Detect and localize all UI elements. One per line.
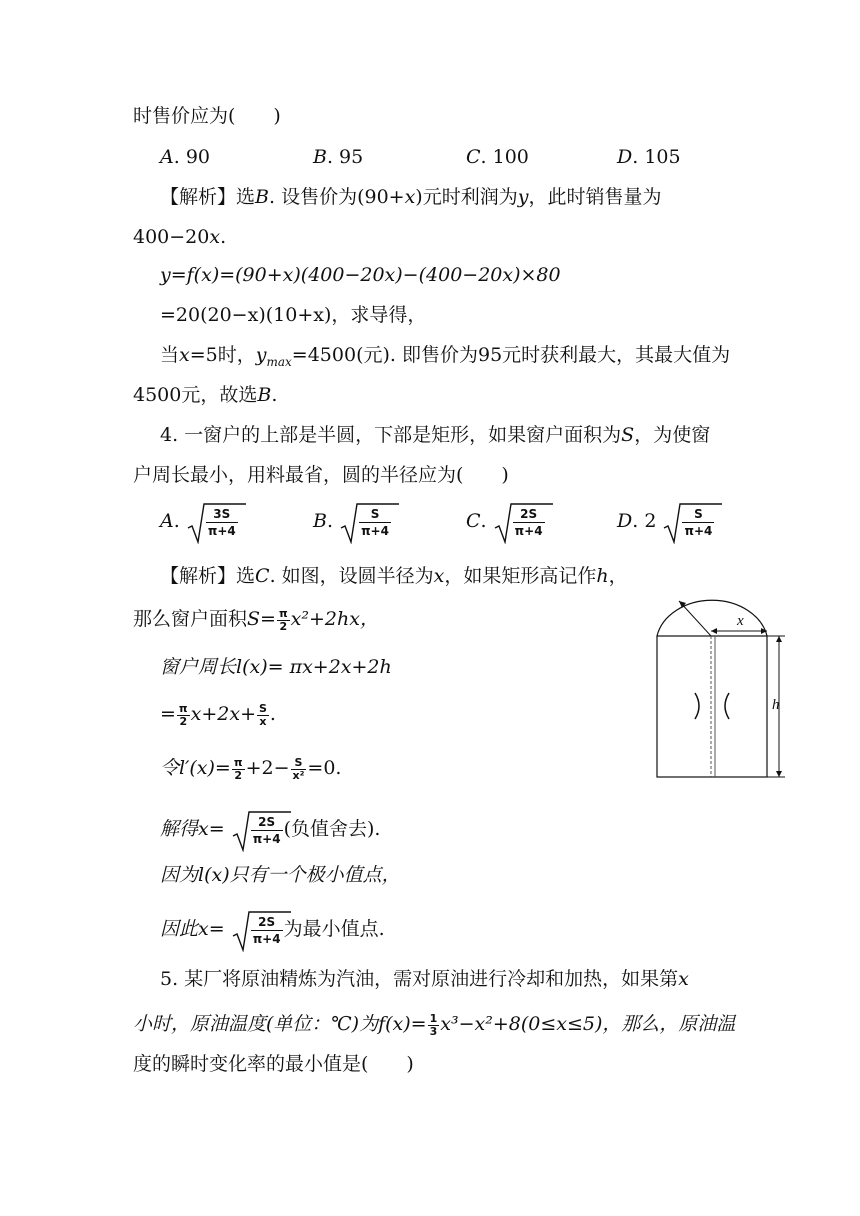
option-letter: C (466, 146, 481, 168)
numerator: 3S (213, 507, 231, 521)
q4-option-d: D. 2 $\frac{S}{\pi+4}$ (617, 500, 715, 544)
text: 【解析】选 (160, 565, 256, 587)
radius-line (679, 601, 711, 636)
option-b (313, 145, 363, 169)
fraction: $\frac{S}{x}$ (258, 701, 267, 728)
text: 为最小值点. (283, 918, 385, 940)
text: 4500元，故选 (133, 384, 258, 406)
text: 4. 一窗户的上部是半圆，下部是矩形，如果窗户面积为 (160, 424, 622, 446)
fraction: $\frac{\pi}{2}$ (278, 606, 288, 633)
sqrt-expression: $\frac{2S}{\pi+4}$ (231, 908, 284, 952)
q4-solution-line-2 (133, 607, 379, 633)
text: 户周长最小，用料最省，圆的半径应为( ) (133, 464, 509, 486)
solution-line-5 (160, 343, 730, 374)
text: ，为使窗 (634, 424, 711, 446)
sqrt-expression (339, 500, 392, 544)
text: +2− (245, 757, 290, 779)
h-label: h (772, 697, 780, 713)
text: x (433, 565, 445, 587)
text: )元时利润为 (415, 186, 518, 208)
sqrt-expression (493, 500, 546, 544)
window-figure (655, 591, 790, 783)
right-handle (725, 693, 729, 719)
text: x+2x+ (190, 703, 256, 725)
q4-option-c: C. $\frac{2S}{\pi+4}$ (466, 500, 546, 544)
text: y (255, 344, 267, 366)
text: x (404, 186, 416, 208)
text: 那么窗户面积 (133, 608, 248, 630)
option-letter: A (160, 510, 174, 532)
option-value: . 105 (632, 146, 681, 168)
option-a (160, 145, 210, 169)
x-arrow-left (711, 628, 717, 634)
text: 【解析】选 (160, 186, 256, 208)
text: . (220, 226, 227, 248)
option-value: . 95 (326, 146, 364, 168)
text: 当 (160, 344, 180, 366)
q4-solution-line-1 (160, 564, 628, 588)
text: =4500(元). 即售价为95元时获利最大，其最大值为 (291, 344, 731, 366)
x-label: x (737, 613, 744, 629)
solution-line-3 (160, 263, 561, 287)
text: . 如图，设圆半径为 (269, 565, 434, 587)
text: x (179, 344, 190, 366)
solution-line-1 (160, 185, 661, 209)
text: 小时，原油温度(单位：℃)为f(x)= (133, 1013, 427, 1035)
option-value: . 90 (173, 146, 210, 168)
text: y (517, 186, 529, 208)
option-value: . 100 (480, 146, 529, 168)
text: B (257, 384, 272, 406)
numerator: S (694, 507, 703, 521)
question-5-line-1 (160, 967, 689, 991)
text: (负值舍去). (283, 818, 381, 840)
numerator: S (370, 507, 380, 521)
text: max (266, 354, 292, 369)
option-letter: D (617, 510, 633, 532)
question-4-line-2 (133, 463, 509, 487)
option-letter: A (160, 146, 174, 168)
q4-solution-line-5 (160, 756, 341, 782)
q4-solution-line-7 (160, 863, 401, 887)
q4-option-a: A. $\frac{3S}{\pi+4}$ (160, 500, 239, 544)
denominator: π+4 (207, 524, 236, 538)
text: 400−20 (133, 226, 210, 248)
sqrt-expression: $\frac{2S}{\pi+4}$ (231, 808, 284, 852)
text: S (247, 608, 261, 630)
question-4-line-1 (160, 423, 710, 447)
question-5-line-2 (133, 1012, 735, 1038)
text: =20(20−x)(10+x)，求导得， (160, 304, 427, 326)
text: 时售价应为( ) (133, 105, 281, 127)
denominator: π+4 (514, 524, 543, 538)
h-arrow-top (776, 636, 782, 642)
text: =0. (307, 757, 342, 779)
option-letter: B (313, 510, 327, 532)
rectangle-outline (657, 636, 767, 777)
text: C (255, 565, 270, 587)
solution-line-2 (133, 225, 226, 249)
text: x (209, 226, 221, 248)
sqrt-expression (186, 500, 239, 544)
text: . (269, 703, 276, 725)
text: B (255, 186, 269, 208)
text: x (678, 968, 689, 990)
option-d (617, 145, 681, 169)
text: 因为l(x)只有一个极小值点， (160, 864, 401, 886)
solution-line-6 (133, 383, 277, 407)
text: = (260, 608, 276, 630)
text: 度的瞬时变化率的最小值是( ) (133, 1053, 414, 1075)
line-question-end (133, 104, 281, 128)
q4-solution-line-4 (160, 702, 276, 728)
text: 解得x= (160, 818, 225, 840)
option-letter: B (313, 146, 327, 168)
q4-solution-line-8 (160, 908, 385, 952)
text: . (271, 384, 278, 406)
text: y=f(x)=(90+x)(400−20x)−(400−20x)×80 (160, 264, 561, 286)
text: 因此x= (160, 918, 225, 940)
fraction: $\frac{\pi}{2}$ (233, 755, 243, 782)
text: S (621, 424, 635, 446)
left-handle (695, 693, 699, 719)
text: x²+2hx， (290, 608, 379, 630)
h-arrow-bottom (776, 771, 782, 777)
q4-option-b: B. $\frac{S}{\pi+4}$ (313, 500, 392, 544)
sqrt-expression (662, 500, 715, 544)
fraction: $\frac{\pi}{2}$ (178, 701, 188, 728)
text: ， (608, 565, 628, 587)
text: 令l′(x)= (160, 757, 231, 779)
denominator: π+4 (361, 524, 389, 538)
text: ，此时销售量为 (528, 186, 662, 208)
coefficient: 2 (644, 510, 657, 532)
question-5-line-3 (133, 1052, 414, 1076)
option-letter: C (466, 510, 481, 532)
text: = (160, 703, 176, 725)
text: h (596, 565, 609, 587)
text: 窗户周长l(x)= πx+2x+2h (160, 656, 392, 678)
denominator: π+4 (684, 524, 713, 538)
text: . 设售价为(90+ (268, 186, 405, 208)
q4-solution-line-6 (160, 808, 380, 852)
option-letter: D (617, 146, 633, 168)
fraction: $\frac{S}{\text{x²}}$ (292, 755, 305, 782)
q4-solution-line-3 (160, 655, 392, 679)
fraction: $\frac{1}{3}$ (429, 1011, 438, 1038)
text: x³−x²+8(0≤x≤5)，那么，原油温 (440, 1013, 736, 1035)
text: 5. 某厂将原油精炼为汽油，需对原油进行冷却和加热，如果第 (160, 968, 679, 990)
text: =5时， (189, 344, 256, 366)
option-c (466, 145, 529, 169)
numerator: 2S (520, 507, 538, 521)
text: ，如果矩形高记作 (444, 565, 597, 587)
solution-line-4 (160, 303, 426, 327)
